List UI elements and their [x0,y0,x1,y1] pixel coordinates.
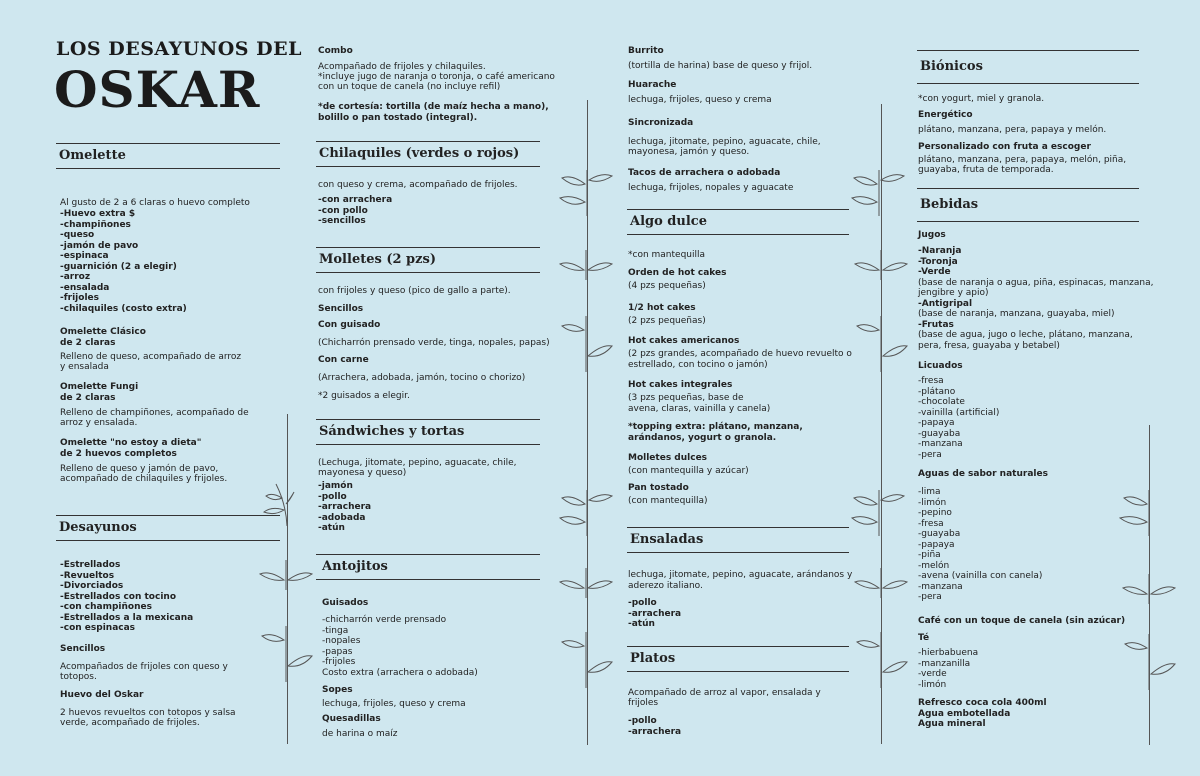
list-item: -adobada [318,512,366,523]
aguas-list [918,487,1042,603]
list-item: -nopales [322,636,361,646]
menu-item-name: Agua mineral [918,719,986,729]
leaf-sprig-icon [556,250,616,280]
menu-item-name: Pan tostado [628,483,689,493]
section-title: Ensaladas [630,532,704,547]
leaf-sprig-icon [556,170,616,216]
menu-item-desc: Relleno de champiñones, acompañado de [60,408,249,418]
list-item: -guayaba [918,529,961,539]
list-item: -frijoles [60,293,99,303]
leaf-sprig-icon [851,250,911,280]
list-item: -con espinacas [60,623,136,633]
menu-item-desc: Acompañados de frijoles con queso y [60,662,228,672]
menu-item-desc: Acompañado de arroz al vapor, ensalada y [628,688,821,698]
te-list [918,648,978,690]
menu-item-desc: con frijoles y queso (pico de gallo a parte). [318,286,511,296]
list-item: -ensalada [60,282,110,293]
list-item: -Verde [918,267,951,277]
list-item: -con champiñones [60,602,152,612]
menu-item-desc: acompañado de chilaquiles y frijoles. [60,474,228,484]
brand-title-top: LOS DESAYUNOS DEL [56,38,302,60]
menu-item-desc: (con mantequilla y azúcar) [628,466,749,476]
section-title: Biónicos [920,59,983,74]
menu-item-desc: (Arrachera, adobada, jamón, tocino o chorizo) [318,373,526,383]
list-item: -chocolate [918,397,965,407]
menu-item-name: Con guisado [318,320,381,330]
menu-item-name: Refresco coca cola 400ml [918,698,1047,708]
list-item: -Revueltos [60,570,115,581]
section-title: Antojitos [322,559,388,574]
menu-item-desc: mayonesa y queso) [318,468,407,478]
menu-item-desc: lechuga, frijoles, nopales y aguacate [628,183,794,193]
menu-item-desc: con queso y crema, acompañado de frijoles. [318,180,518,190]
list-item: -chicharrón verde prensado [322,615,447,625]
list-item: -arrachera [628,608,682,619]
menu-item-name: Orden de hot cakes [628,268,727,278]
section-platos [627,646,849,672]
section-omelette [56,143,280,169]
menu-item-name: Jugos [918,230,946,240]
leaf-sprig-icon [851,568,911,598]
menu-item-name: Omelette Fungi [60,382,139,392]
list-item: -sencillos [318,216,366,226]
list-item: -atún [318,523,345,533]
guisados-list [322,615,478,678]
section-desayunos [56,515,280,541]
list-item: -espinaca [60,251,109,261]
list-item: -papas [322,646,353,657]
menu-item-desc: 2 huevos revueltos con totopos y salsa [60,708,236,718]
leaf-sprig-icon [256,560,316,590]
section-title: Algo dulce [630,214,707,229]
list-item: -vainilla (artificial) [918,407,1000,418]
list-item: -arrachera [318,502,372,512]
menu-item-name: Energético [918,110,973,120]
list-item: -guayaba [918,428,961,439]
list-item: (base de naranja, manzana, guayaba, miel) [918,309,1115,319]
menu-item-name: Omelette "no estoy a dieta" [60,438,202,448]
menu-item-name: Sencillos [60,644,106,654]
menu-item-desc: arroz y ensalada. [60,418,138,428]
menu-item-name: Huevo del Oskar [60,690,144,700]
menu-item-name: Sopes [322,685,353,695]
list-item: -pollo [628,598,657,608]
menu-item-name: Tacos de arrachera o adobada [628,168,781,178]
list-item: -hierbabuena [918,648,979,658]
menu-item-desc: *incluye jugo de naranja o toronja, o café americano [318,72,555,82]
menu-item-sub: de 2 claras [60,338,116,348]
platos-list [628,716,681,737]
menu-item-desc: lechuga, frijoles, queso y crema [322,699,466,709]
list-item: -pollo [318,491,347,502]
list-item: -verde [918,669,947,679]
menu-item-name: Licuados [918,361,963,371]
menu-item-desc: guayaba, fruta de temporada. [918,165,1054,175]
list-item: -con arrachera [318,195,393,205]
menu-item-name: Molletes dulces [628,453,708,463]
menu-item-desc: (4 pzs pequeñas) [628,281,706,291]
menu-item-note: *con mantequilla [628,250,706,260]
list-item: -Estrellados con tocino [60,591,176,602]
list-item: -papaya [918,539,955,550]
omelette-extras-list [60,209,187,314]
menu-item-name: Hot cakes americanos [628,336,740,346]
list-item: -queso [60,230,95,240]
list-item: -jamón [318,481,353,491]
menu-item-desc: plátano, manzana, pera, papaya, melón, piña, [918,155,1127,165]
list-item: -manzana [918,439,963,449]
section-molletes [316,247,540,273]
menu-item-desc: con un toque de canela (no incluye refil) [318,82,501,92]
leaf-sprig-icon [848,490,908,536]
menu-item-name: Con carne [318,355,369,365]
menu-item-desc: lechuga, jitomate, pepino, aguacate, chile, [628,137,821,147]
menu-item-desc: avena, claras, vainilla y canela) [628,404,771,414]
list-item: -jamón de pavo [60,240,139,251]
section-bionicos [917,50,1139,84]
menu-item-note: *2 guisados a elegir. [318,391,410,401]
list-item: -fresa [918,376,944,386]
list-item: -Huevo extra $ [60,209,136,219]
list-item: -manzanilla [918,658,971,669]
leaf-sprig-icon [851,316,911,372]
menu-item-desc: (2 pzs grandes, acompañado de huevo revuelto o [628,349,852,359]
menu-item-desc: mayonesa, jamón y queso. [628,147,750,157]
list-item: -Frutas [918,319,954,330]
list-item: -guarnición (2 a elegir) [60,261,177,272]
menu-item-sub: de 2 huevos completos [60,449,177,459]
menu-item-name: Aguas de sabor naturales [918,469,1048,479]
list-item: -limón [918,497,947,508]
list-item: -manzana [918,581,963,592]
list-item: -champiñones [60,219,131,230]
menu-item-name: Té [918,633,930,643]
section-sandwiches [316,419,540,445]
list-item: -Divorciados [60,581,124,591]
list-item: -frijoles [322,657,356,667]
menu-item-desc: plátano, manzana, pera, papaya y melón. [918,125,1107,135]
menu-item-name: Sencillos [318,304,364,314]
list-item: -lima [918,487,941,497]
leaf-sprig-icon [256,626,316,682]
list-item: -tinga [322,625,349,636]
menu-item-sub: de 2 claras [60,393,116,403]
section-title: Bebidas [920,197,979,212]
section-title: Platos [630,651,676,666]
section-title: Chilaquiles (verdes o rojos) [319,146,520,161]
menu-item-name: Guisados [322,598,369,608]
leaf-sprig-icon [848,170,908,216]
list-item: -limón [918,679,947,690]
section-title: Desayunos [59,520,137,535]
list-item: -arrachera [628,726,682,737]
list-item: -papaya [918,418,955,428]
menu-item-desc: de harina o maíz [322,729,398,739]
omelette-intro: Al gusto de 2 a 6 claras o huevo completo [60,198,250,208]
list-item: -Toronja [918,256,958,267]
chilaquiles-list [318,195,392,227]
menu-item-note: bolillo o pan tostado (integral). [318,113,478,123]
menu-item-name: Burrito [628,46,664,56]
leaf-sprig-icon [556,316,616,372]
menu-item-desc: aderezo italiano. [628,581,703,591]
list-item: -con pollo [318,205,368,216]
list-item: -Antigripal [918,298,973,309]
menu-item-desc: Relleno de queso, acompañado de arroz [60,352,242,362]
menu-item-desc: totopos. [60,672,97,682]
menu-item-name: Huarache [628,80,677,90]
list-item: -chilaquiles (costo extra) [60,303,187,314]
list-item: -atún [628,619,655,629]
menu-item-name: Omelette Clásico [60,327,146,337]
list-item: -arroz [60,272,91,282]
list-item: (base de agua, jugo o leche, plátano, manzana, [918,330,1133,340]
list-item: -Naranja [918,246,962,256]
menu-item-note: arándanos, yogurt o granola. [628,433,777,443]
menu-item-name: Hot cakes integrales [628,380,733,390]
menu-item-desc: (3 pzs pequeñas, base de [628,393,744,403]
leaf-sprig-icon [556,568,616,598]
menu-item-note: *topping extra: plátano, manzana, [628,422,803,432]
leaf-sprig-icon [851,632,911,688]
menu-item-note: *de cortesía: tortilla (de maíz hecha a mano), [318,102,549,112]
menu-item-desc: (con mantequilla) [628,496,708,506]
menu-item-desc: (Lechuga, jitomate, pepino, aguacate, chile, [318,458,517,468]
sandwiches-list [318,481,371,534]
menu-item-desc: y ensalada [60,362,109,372]
list-item: -pollo [628,716,657,726]
leaf-sprig-icon [556,490,616,536]
menu-item-name: Sincronizada [628,118,694,128]
section-ensaladas [627,527,849,553]
menu-item-name: Agua embotellada [918,709,1011,719]
section-antojitos [316,554,540,580]
menu-item-desc: (tortilla de harina) base de queso y frijol. [628,61,813,71]
leaf-sprig-icon [1119,574,1179,604]
leaf-sprig-icon [556,632,616,688]
list-item: -plátano [918,386,956,397]
menu-item-name: Café con un toque de canela (sin azúcar) [918,616,1126,626]
ensaladas-list [628,598,681,630]
section-chilaquiles [316,141,540,167]
list-item: -fresa [918,518,944,529]
menu-item-desc: verde, acompañado de frijoles. [60,718,200,728]
list-item: -pepino [918,508,952,518]
leaf-sprig-icon [1119,634,1179,690]
section-algo-dulce [627,209,849,235]
menu-item-desc: Acompañado de frijoles y chilaquiles. [318,62,486,72]
menu-item-desc: lechuga, jitomate, pepino, aguacate, arándanos y [628,570,853,580]
menu-item-name: 1/2 hot cakes [628,303,696,313]
list-item: -Estrellados a la mexicana [60,612,194,623]
brand-title-main: OSKAR [54,60,261,119]
menu-item-name: Personalizado con fruta a escoger [918,142,1091,152]
menu-item-desc: estrellado, con tocino o jamón) [628,360,768,370]
list-item: -avena (vainilla con canela) [918,571,1043,581]
menu-item-desc: Relleno de queso y jamón de pavo, [60,464,219,474]
menu-item-desc: lechuga, frijoles, queso y crema [628,95,772,105]
list-item: -pera [918,592,942,602]
jugos-list [918,246,1153,351]
menu-item-desc: (2 pzs pequeñas) [628,316,706,326]
menu-item-note: *con yogurt, miel y granola. [918,94,1045,104]
list-item: (base de naranja o agua, piña, espinacas, manzana, [918,277,1154,288]
list-item: pera, fresa, guayaba y betabel) [918,340,1060,351]
leaf-sprig-icon [1116,490,1156,536]
list-item: -Estrellados [60,560,121,570]
section-bebidas [917,188,1139,222]
menu-item-desc: (Chicharrón prensado verde, tinga, nopales, papas) [318,338,550,348]
section-title: Molletes (2 pzs) [319,252,436,267]
list-item: jengibre y apio) [918,288,989,298]
list-item: -piña [918,550,941,560]
section-title: Sándwiches y tortas [319,424,465,439]
list-item: -melón [918,560,950,571]
section-title: Omelette [59,148,126,163]
licuados-list [918,376,999,460]
list-item: Costo extra (arrachera o adobada) [322,667,478,678]
desayunos-list [60,560,193,634]
menu-item-desc: frijoles [628,698,659,708]
menu-item-name: Quesadillas [322,714,381,724]
list-item: -pera [918,449,942,460]
menu-item-name: Combo [318,46,353,56]
